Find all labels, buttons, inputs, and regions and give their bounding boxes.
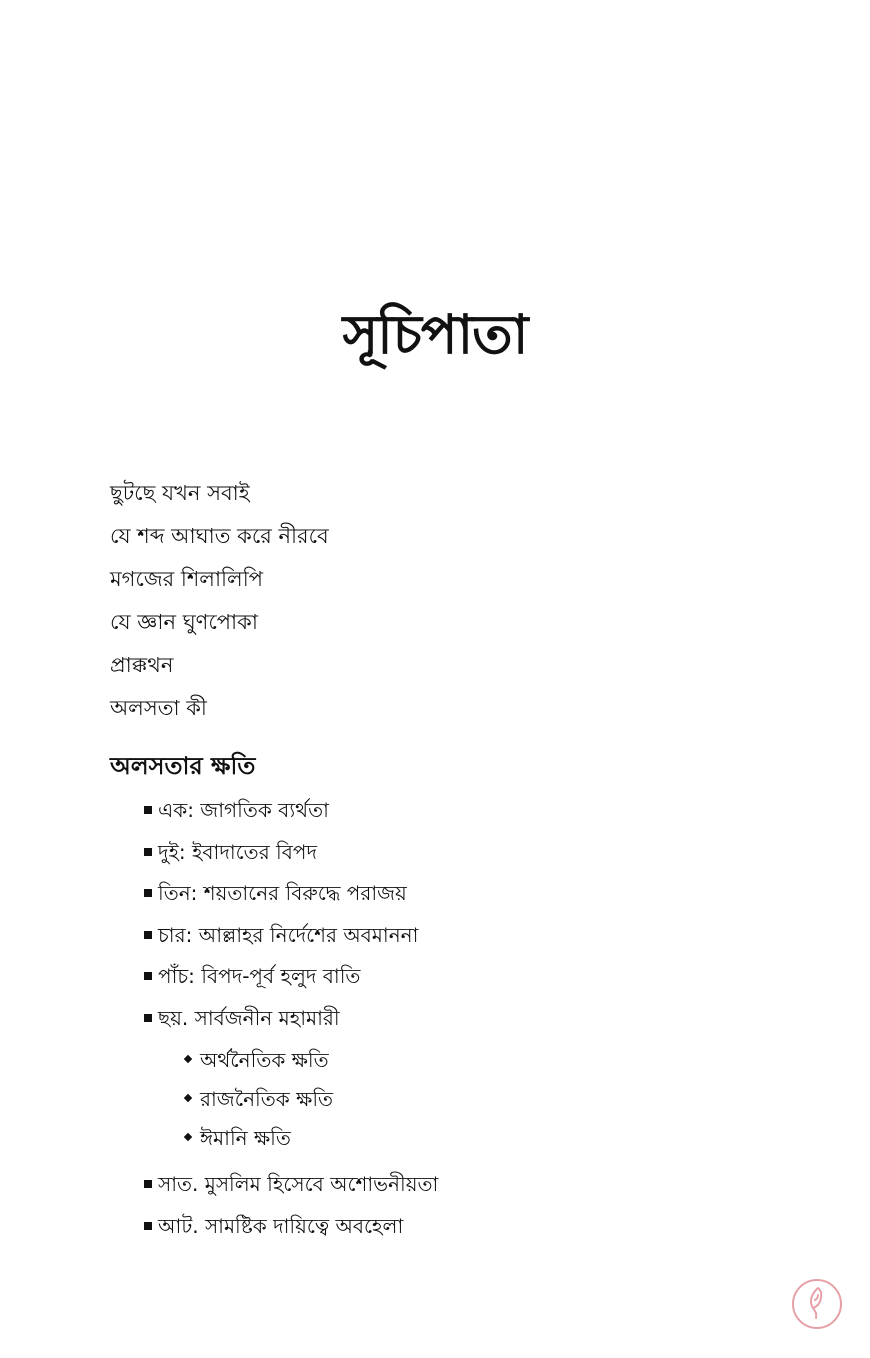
section-item-label: ছয়. সার্বজনীন মহামারী xyxy=(158,1005,340,1030)
toc-entry[interactable]: যে শব্দ আঘাত করে নীরবে xyxy=(110,524,329,548)
sub-item-label: রাজনৈতিক ক্ষতি xyxy=(200,1087,334,1111)
section-item[interactable] xyxy=(110,1206,810,1248)
section-item-list xyxy=(110,790,810,1247)
square-bullet-icon xyxy=(144,931,152,939)
section-heading[interactable]: অলসতার ক্ষতি xyxy=(110,752,256,780)
sub-item-label: ঈমানি ক্ষতি xyxy=(200,1126,291,1150)
section-item-label: দুই: ইবাদাতের বিপদ xyxy=(158,839,317,864)
sub-item-label: অর্থনৈতিক ক্ষতি xyxy=(200,1048,329,1072)
section-item[interactable] xyxy=(110,956,810,998)
section-item-label: আট. সামষ্টিক দায়িত্বে অবহেলা xyxy=(158,1213,404,1238)
square-bullet-icon xyxy=(144,972,152,980)
sub-item[interactable] xyxy=(110,1119,810,1158)
square-bullet-icon xyxy=(144,1180,152,1188)
diamond-bullet-icon xyxy=(184,1094,192,1102)
section-item-label: সাত. মুসলিম হিসেবে অশোভনীয়তা xyxy=(158,1172,439,1196)
diamond-bullet-icon xyxy=(184,1133,192,1141)
section-item[interactable] xyxy=(110,832,810,874)
diamond-bullet-icon xyxy=(184,1055,192,1063)
square-bullet-icon xyxy=(144,889,152,897)
square-bullet-icon xyxy=(144,1222,152,1230)
toc-entry[interactable]: অলসতা কী xyxy=(110,696,207,720)
toc-entry[interactable]: যে জ্ঞান ঘুণপোকা xyxy=(110,610,258,634)
page-title: সূচিপাতা xyxy=(342,303,528,366)
section-item[interactable] xyxy=(110,873,810,915)
toc-entry[interactable]: প্রাক্কথন xyxy=(110,653,174,677)
section-item-label: চার: আল্লাহর নির্দেশের অবমাননা xyxy=(158,922,419,947)
square-bullet-icon xyxy=(144,1014,152,1022)
table-of-contents xyxy=(110,472,810,1247)
square-bullet-icon xyxy=(144,806,152,814)
quill-circle-icon xyxy=(791,1278,843,1330)
section-item-label: তিন: শয়তানের বিরুদ্ধে পরাজয় xyxy=(158,881,407,905)
square-bullet-icon xyxy=(144,848,152,856)
toc-entry[interactable]: মগজের শিলালিপি xyxy=(110,567,263,591)
section-item[interactable] xyxy=(110,998,810,1040)
section-item[interactable] xyxy=(110,915,810,957)
sub-item-list xyxy=(110,1041,810,1158)
section-item-label: পাঁচ: বিপদ-পূর্ব হলুদ বাতি xyxy=(158,964,361,988)
section-item-label: এক: জাগতিক ব্যর্থতা xyxy=(158,798,329,822)
section-item[interactable] xyxy=(110,1164,810,1206)
section-item[interactable] xyxy=(110,790,810,832)
sub-item[interactable] xyxy=(110,1041,810,1080)
sub-item[interactable] xyxy=(110,1080,810,1119)
toc-entry[interactable]: ছুটছে যখন সবাই xyxy=(110,481,250,505)
